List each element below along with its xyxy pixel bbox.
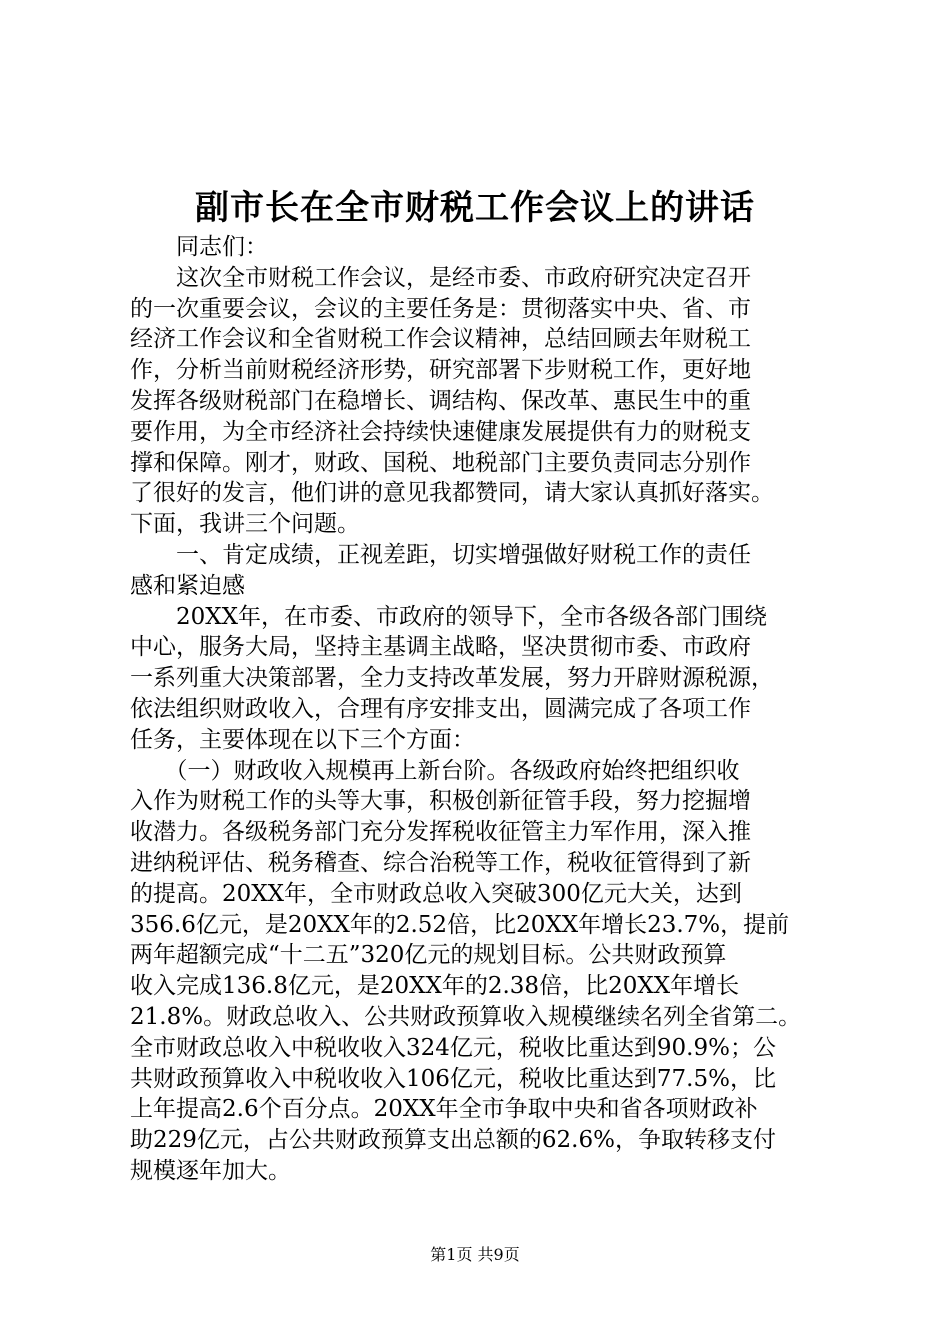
body-line: 同志们： <box>130 234 268 260</box>
body-line: 共财政预算收入中税收收入106亿元，税收比重达到77.5%，比 <box>130 1065 776 1092</box>
body-line: 依法组织财政收入，合理有序安排支出，圆满完成了各项工作 <box>130 695 751 722</box>
body-line: 了很好的发言，他们讲的意见我都赞同，请大家认真抓好落实。 <box>130 480 774 507</box>
body-line: 撑和保障。刚才，财政、国税、地税部门主要负责同志分别作 <box>130 449 751 476</box>
body-line: 经济工作会议和全省财税工作会议精神，总结回顾去年财税工 <box>130 326 751 353</box>
body-line: 发挥各级财税部门在稳增长、调结构、保改革、惠民生中的重 <box>130 387 751 414</box>
document-body <box>130 232 830 1187</box>
body-line: 规模逐年加大。 <box>130 1157 291 1184</box>
body-line: 进纳税评估、税务稽查、综合治税等工作，税收征管得到了新 <box>130 849 751 876</box>
body-line: 一、肯定成绩，正视差距，切实增强做好财税工作的责任 <box>130 541 751 568</box>
body-line: 全市财政总收入中税收收入324亿元，税收比重达到90.9%；公 <box>130 1034 776 1061</box>
body-line: 上年提高2.6个百分点。20XX年全市争取中央和省各项财政补 <box>130 1096 758 1123</box>
body-line: 一系列重大决策部署，全力支持改革发展，努力开辟财源税源， <box>130 665 774 692</box>
body-line: 要作用，为全市经济社会持续快速健康发展提供有力的财税支 <box>130 418 751 445</box>
body-line: （一）财政收入规模再上新台阶。各级政府始终把组织收 <box>130 757 740 784</box>
body-line: 收入完成136.8亿元，是20XX年的2.38倍，比20XX年增长 <box>130 973 740 1000</box>
body-line: 中心，服务大局，坚持主基调主战略，坚决贯彻市委、市政府 <box>130 634 751 661</box>
body-line: 356.6亿元，是20XX年的2.52倍，比20XX年增长23.7%，提前 <box>130 911 790 938</box>
body-line: 下面，我讲三个问题。 <box>130 511 360 538</box>
body-line: 的提高。20XX年，全市财政总收入突破300亿元大关，达到 <box>130 880 742 907</box>
body-line: 助229亿元，占公共财政预算支出总额的62.6%，争取转移支付 <box>130 1127 776 1154</box>
body-line: 的一次重要会议，会议的主要任务是：贯彻落实中央、省、市 <box>130 295 751 322</box>
body-line: 任务，主要体现在以下三个方面： <box>130 726 475 753</box>
document-title: 副市长在全市财税工作会议上的讲话 <box>195 188 755 228</box>
body-line: 入作为财税工作的头等大事，积极创新征管手段，努力挖掘增 <box>130 788 751 815</box>
body-line: 21.8%。财政总收入、公共财政预算收入规模继续名列全省第二。 <box>130 1003 802 1030</box>
body-line: 感和紧迫感 <box>130 572 245 599</box>
body-line: 这次全市财税工作会议，是经市委、市政府研究决定召开 <box>130 264 751 291</box>
body-line: 作，分析当前财税经济形势，研究部署下步财税工作，更好地 <box>130 357 751 384</box>
body-line: 两年超额完成“十二五”320亿元的规划目标。公共财政预算 <box>130 942 727 969</box>
page-footer: 第1页 共9页 <box>430 1245 520 1264</box>
body-line: 20XX年，在市委、市政府的领导下，全市各级各部门围绕 <box>130 603 768 630</box>
body-line: 收潜力。各级税务部门充分发挥税收征管主力军作用，深入推 <box>130 819 751 846</box>
